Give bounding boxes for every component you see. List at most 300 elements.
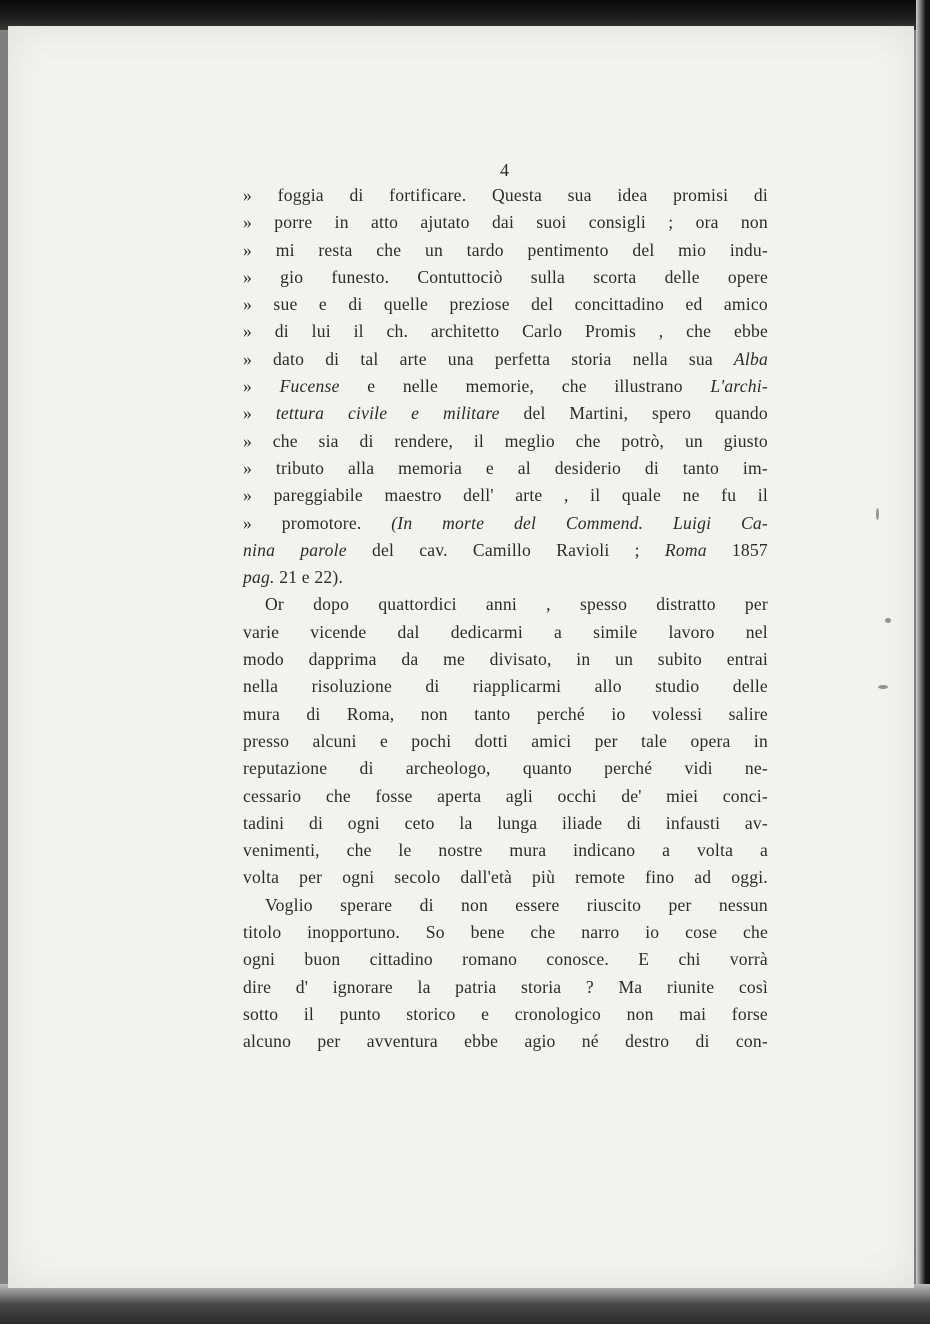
word: parole (300, 539, 347, 560)
word: di (306, 703, 321, 724)
word: im- (742, 457, 768, 478)
word: essere (515, 894, 560, 915)
word: dotti (474, 730, 508, 751)
word: » (243, 239, 252, 260)
word: » (243, 294, 252, 315)
word: Questa (491, 185, 542, 205)
word: cav. (419, 539, 448, 560)
paper-speck (885, 618, 891, 623)
word: di (359, 430, 374, 451)
word: delle (732, 676, 768, 697)
word: che (376, 239, 402, 260)
word: io (611, 703, 626, 724)
word: io (645, 922, 660, 943)
word: dire (243, 976, 272, 997)
word: So (425, 922, 445, 943)
word: opere (727, 266, 768, 287)
word: ed (685, 294, 703, 315)
word: a (662, 840, 671, 861)
word: che (742, 922, 768, 943)
word: che (346, 840, 372, 861)
word: destro (625, 1031, 670, 1052)
word: e (411, 403, 420, 424)
word: risoluzione (311, 676, 392, 697)
word: da (401, 649, 419, 670)
text-line-9 (243, 400, 768, 427)
word: sotto (243, 1003, 279, 1024)
word: spesso (579, 594, 628, 615)
word: non (626, 1003, 654, 1024)
word: ne- (744, 758, 768, 779)
word: che (272, 430, 298, 451)
word: conosce. (546, 949, 610, 970)
word: Roma (664, 539, 707, 560)
text-line-8 (243, 373, 768, 400)
word: morte (442, 512, 485, 533)
word: non (740, 212, 768, 233)
word: me (443, 649, 465, 670)
word: illustrano (614, 376, 683, 397)
word: Carlo (522, 321, 563, 342)
word: e (485, 457, 494, 478)
text-line-11 (243, 455, 768, 482)
text-line-30 (243, 974, 768, 1001)
word: per (594, 730, 618, 751)
word: consigli (588, 212, 646, 233)
text-line-13 (243, 510, 768, 537)
word: un (424, 239, 443, 260)
word: lavoro (668, 621, 715, 642)
word: patria (455, 976, 497, 997)
word: L'archi- (710, 376, 768, 397)
word: infausti (665, 812, 721, 833)
word: fortificare. (389, 185, 467, 205)
word: non (461, 894, 488, 915)
word: perché (604, 758, 653, 779)
word: civile (347, 403, 388, 424)
text-line-28 (243, 919, 768, 946)
word: varie (243, 621, 280, 642)
word: subito (657, 649, 703, 670)
word: volta (696, 840, 734, 861)
word: ogni (347, 812, 380, 833)
word: memoria (398, 457, 463, 478)
word: Luigi (673, 512, 712, 533)
word: quattordici (378, 594, 457, 615)
word: remote (575, 867, 626, 888)
word: militare (442, 403, 500, 424)
word: ch. (386, 321, 409, 342)
text-line-2 (243, 209, 768, 236)
word: quando (714, 403, 768, 424)
word: promisi (673, 185, 729, 205)
word: Commend. (565, 512, 644, 533)
word: divisato, (489, 649, 552, 670)
word: » (243, 376, 252, 397)
word: E (638, 949, 650, 970)
word: opera (690, 730, 731, 751)
text-line-20 (243, 701, 768, 728)
word: dopo (313, 594, 350, 615)
word: porre (274, 212, 313, 233)
word: distratto (656, 594, 716, 615)
word: » (243, 266, 252, 287)
word: memorie, (465, 376, 535, 397)
word: mio (678, 239, 707, 260)
word: secolo (394, 867, 441, 888)
word: fino (645, 867, 675, 888)
text-line-12 (243, 482, 768, 509)
word: non (420, 703, 448, 724)
word: , (564, 485, 569, 506)
word: quale (621, 485, 662, 506)
word: di (349, 185, 364, 205)
word: entrai (726, 649, 768, 670)
word: dall'età (460, 867, 513, 888)
word: e (481, 1003, 490, 1024)
word: volta (243, 867, 280, 888)
text-line-6 (243, 318, 768, 345)
word: maestro (384, 485, 442, 506)
word: agli (505, 785, 533, 806)
word: vidi (684, 758, 713, 779)
word: resta (318, 239, 353, 260)
word: desiderio (554, 457, 622, 478)
word: un (615, 649, 634, 670)
word: lui (311, 321, 331, 342)
word: Ca- (740, 512, 768, 533)
word: » (243, 457, 252, 478)
word: di (419, 894, 434, 915)
word: Alba (733, 348, 768, 369)
word: alla (348, 457, 375, 478)
word: che (686, 321, 712, 342)
word: per (668, 894, 692, 915)
word: dai (491, 212, 515, 233)
word: più (532, 867, 556, 888)
word: che (575, 430, 601, 451)
word: lunga (497, 812, 538, 833)
word: mura (509, 840, 547, 861)
word: tardo (466, 239, 504, 260)
word: mai (679, 1003, 707, 1024)
word: inopportuno. (307, 922, 400, 943)
word: storico (406, 1003, 456, 1024)
page-number: 4 (500, 160, 509, 180)
word: ignorare (332, 976, 393, 997)
word: modo (243, 649, 284, 670)
word: studio (655, 676, 700, 697)
word: 1857 (731, 539, 768, 560)
word: amici (531, 730, 572, 751)
word: iliade (562, 812, 603, 833)
word: titolo (243, 922, 282, 943)
word: perfetta (494, 348, 551, 369)
word: aperta (437, 785, 482, 806)
word: potrò, (621, 430, 665, 451)
word: storia (571, 348, 612, 369)
word: nostre (438, 840, 483, 861)
word: del (513, 512, 537, 533)
word: cronologico (514, 1003, 601, 1024)
word: sulla (530, 266, 566, 287)
word: il (303, 1003, 314, 1024)
text-line-24 (243, 810, 768, 837)
word: dell' (463, 485, 494, 506)
word: di (359, 758, 374, 779)
text-line-4 (243, 264, 768, 291)
word: cose (685, 922, 718, 943)
text-line-1 (243, 182, 768, 209)
word: suoi (536, 212, 567, 233)
word: Roma, (346, 703, 395, 724)
word: cittadino (369, 949, 433, 970)
word: in (334, 212, 349, 233)
word: mi (275, 239, 295, 260)
word: in (576, 649, 591, 670)
text-line-15: pag. 21 e 22). (243, 567, 344, 588)
word: che (530, 922, 556, 943)
word: idea (617, 185, 648, 205)
word: chi (678, 949, 701, 970)
word: conci- (722, 785, 768, 806)
word: dapprima (308, 649, 377, 670)
word: di (695, 1031, 710, 1052)
word: indu- (729, 239, 768, 260)
word: venimenti, (243, 840, 320, 861)
word: al (517, 457, 531, 478)
word: presso (243, 730, 290, 751)
word: di (644, 457, 659, 478)
word: ; (668, 212, 674, 233)
word: » (243, 348, 252, 369)
word: dato (273, 348, 305, 369)
word: alcuni (312, 730, 357, 751)
word: del (523, 403, 546, 424)
word: né (581, 1031, 599, 1052)
word: dedicarmi (450, 621, 523, 642)
word: ceto (404, 812, 435, 833)
word: storia (521, 976, 562, 997)
word: ogni (342, 867, 375, 888)
word: Ravioli (556, 539, 610, 560)
word: , (658, 321, 664, 342)
word: » (243, 403, 252, 424)
word: a (759, 840, 768, 861)
text-line-7 (243, 346, 768, 373)
word: d' (295, 976, 309, 997)
word: tettura (275, 403, 325, 424)
word: fu (721, 485, 737, 506)
word: de' (621, 785, 642, 806)
word: indicano (573, 840, 636, 861)
word: promotore. (281, 512, 362, 533)
word: » (243, 185, 252, 205)
word: ad (694, 867, 712, 888)
word: punto (339, 1003, 381, 1024)
scan-border-bottom (0, 1284, 930, 1324)
word: riunite (666, 976, 715, 997)
word: ? (585, 976, 594, 997)
text-line-18 (243, 646, 768, 673)
word: così (738, 976, 768, 997)
word: dal (397, 621, 420, 642)
word: Camillo (472, 539, 532, 560)
text-line-3 (243, 237, 768, 264)
word: nelle (402, 376, 439, 397)
word: buon (304, 949, 341, 970)
word: del (531, 294, 554, 315)
word: foggia (277, 185, 324, 205)
word: per (317, 1031, 341, 1052)
word: occhi (557, 785, 597, 806)
word: simile (593, 621, 638, 642)
word: oggi. (731, 867, 768, 888)
word: » (243, 485, 252, 506)
word: tale (640, 730, 668, 751)
word: perché (536, 703, 585, 724)
word: tributo (275, 457, 325, 478)
word: il (353, 321, 364, 342)
text-line-14 (243, 537, 768, 564)
word: forse (731, 1003, 768, 1024)
word: tanto (682, 457, 720, 478)
word: nina (243, 539, 276, 560)
word: e (318, 294, 327, 315)
word: anni (485, 594, 517, 615)
word: narro (581, 922, 620, 943)
word: di (626, 812, 642, 833)
word: archeologo, (405, 758, 491, 779)
word: sperare (340, 894, 393, 915)
word: sia (318, 430, 339, 451)
word: » (243, 512, 252, 533)
word: gio (280, 266, 304, 287)
text-line-23 (243, 783, 768, 810)
word: tanto (474, 703, 511, 724)
word: che (561, 376, 587, 397)
word: tal (360, 348, 379, 369)
word: mura (243, 703, 280, 724)
word: delle (664, 266, 700, 287)
word: del (371, 539, 395, 560)
word: agio (524, 1031, 556, 1052)
word: volessi (651, 703, 703, 724)
word: Or (265, 594, 284, 615)
word: in (753, 730, 768, 751)
word: sue (273, 294, 298, 315)
word: per (744, 594, 768, 615)
word: quelle (383, 294, 429, 315)
text-line-26 (243, 864, 768, 891)
word: riapplicarmi (472, 676, 562, 697)
scan-border-right (916, 0, 930, 1324)
paper-speck (876, 508, 879, 520)
word: avventura (366, 1031, 438, 1052)
word: vicende (310, 621, 367, 642)
word: Promis (584, 321, 637, 342)
word: meglio (504, 430, 555, 451)
word: spero (652, 403, 692, 424)
word: nella (632, 348, 668, 369)
word: ebbe (733, 321, 768, 342)
word: di (348, 294, 363, 315)
word: ora (695, 212, 719, 233)
word: pochi (411, 730, 452, 751)
word: » (243, 430, 252, 451)
text-line-32 (243, 1028, 768, 1055)
text-line-27 (243, 892, 768, 919)
word: di (308, 812, 324, 833)
word: il (473, 430, 485, 451)
text-line-5 (243, 291, 768, 318)
word: (In (391, 512, 413, 533)
word: scorta (593, 266, 637, 287)
word: vorrà (729, 949, 768, 970)
word: arte (515, 485, 543, 506)
word: Contuttociò (417, 266, 503, 287)
word: riuscito (586, 894, 642, 915)
word: arte (399, 348, 427, 369)
text-line-22 (243, 755, 768, 782)
body-text (243, 182, 768, 1056)
word: romano (462, 949, 518, 970)
word: ajutato (420, 212, 470, 233)
text-line-29 (243, 946, 768, 973)
text-line-16 (243, 591, 768, 618)
word: ebbe (464, 1031, 499, 1052)
word: bene (470, 922, 505, 943)
word: ogni (243, 949, 276, 970)
word: Fucense (279, 376, 340, 397)
word: di (274, 321, 289, 342)
word: pentimento (527, 239, 609, 260)
word: e (367, 376, 376, 397)
word: atto (370, 212, 399, 233)
word: giusto (723, 430, 768, 451)
word: la (459, 812, 473, 833)
word: sua (567, 185, 592, 205)
word: di (425, 676, 440, 697)
word: e (379, 730, 388, 751)
word: una (447, 348, 474, 369)
word: salire (728, 703, 768, 724)
word: rendere, (394, 430, 454, 451)
text-line-21 (243, 728, 768, 755)
word: reputazione (243, 758, 328, 779)
word: Voglio (265, 894, 313, 915)
word: sua (688, 348, 713, 369)
text-line-17 (243, 619, 768, 646)
word: il (757, 485, 768, 506)
word: allo (594, 676, 622, 697)
text-line-10 (243, 428, 768, 455)
word: la (417, 976, 431, 997)
word: amico (723, 294, 768, 315)
word: le (398, 840, 412, 861)
word: che (325, 785, 351, 806)
word: Ma (618, 976, 643, 997)
word: cessario (243, 785, 302, 806)
word: a (554, 621, 563, 642)
paper-speck (878, 685, 888, 689)
word: pareggiabile (273, 485, 363, 506)
word: architetto (430, 321, 500, 342)
word: » (243, 212, 252, 233)
word: , (546, 594, 551, 615)
word: fosse (375, 785, 413, 806)
text-line-31 (243, 1001, 768, 1028)
